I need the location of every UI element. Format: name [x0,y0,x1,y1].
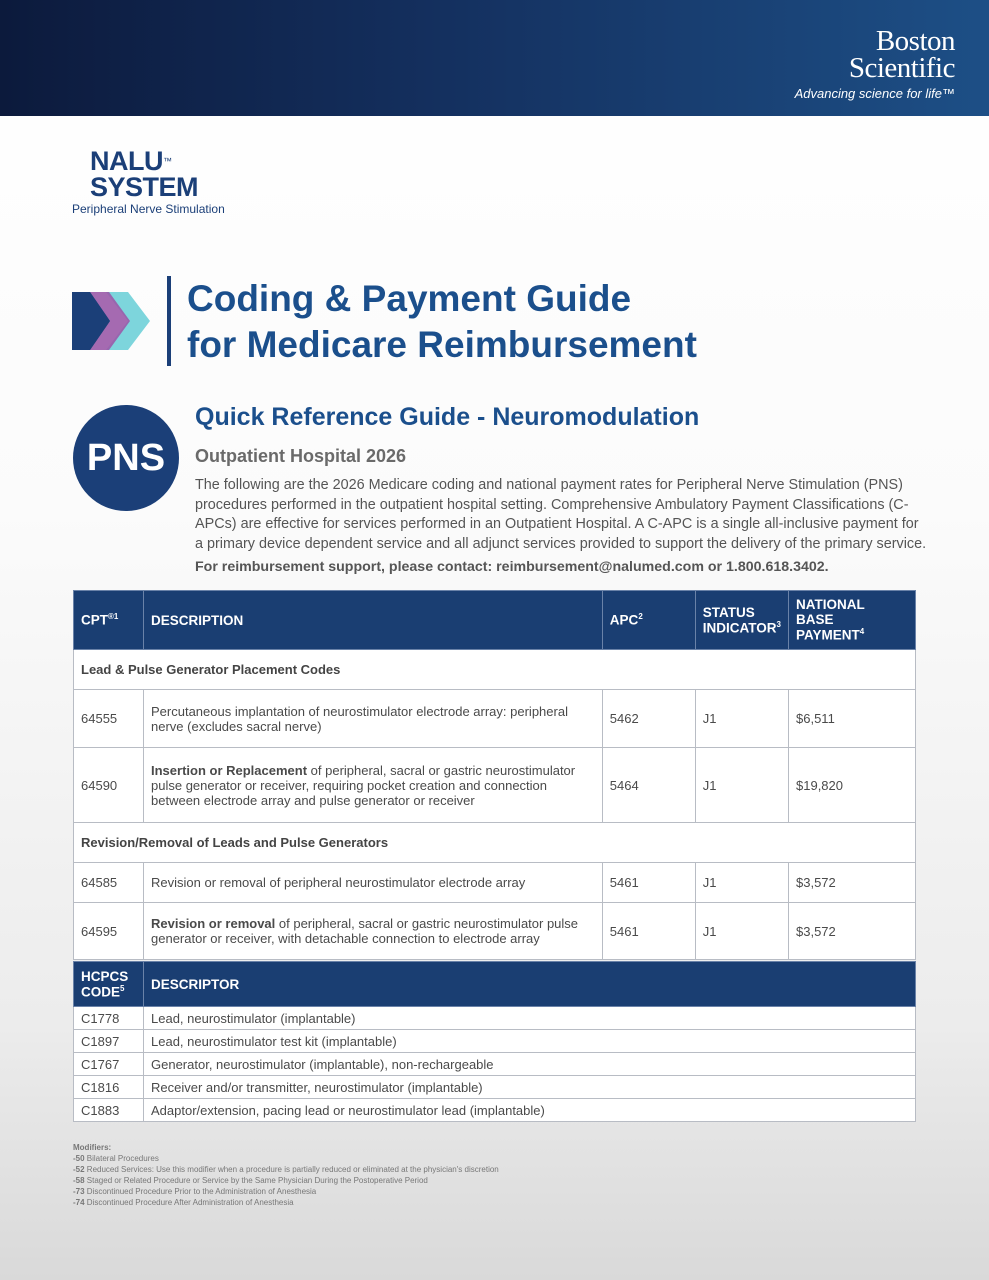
table-row [74,1099,916,1122]
contact-line: For reimbursement support, please contact: reimbursement@nalumed.com or 1.800.618.3402. [195,559,829,575]
cpt-description: Revision or removal of peripheral, sacral or gastric neurostimulator pulse generator or receiver, with detachable connection to electrode array [144,903,603,960]
national-payment: $6,511 [789,690,916,748]
hcpcs-descriptor: Lead, neurostimulator (implantable) [144,1007,916,1030]
hcpcs-code: C1767 [74,1053,144,1076]
apc-value: 5461 [602,863,695,903]
cpt-code: 64585 [74,863,144,903]
hcpcs-descriptor: Adaptor/extension, pacing lead or neurostimulator lead (implantable) [144,1099,916,1122]
product-name-line2: SYSTEM [90,172,199,202]
national-payment: $3,572 [789,863,916,903]
category-label: Revision/Removal of Leads and Pulse Generators [74,823,916,863]
cpt-code: 64555 [74,690,144,748]
hcpcs-code: C1897 [74,1030,144,1053]
hcpcs-code: C1816 [74,1076,144,1099]
hcpcs-code: C1778 [74,1007,144,1030]
header-payment: NATIONAL BASE PAYMENT$^4$ [789,591,916,650]
cpt-table-header [74,591,916,650]
page-title [187,276,697,368]
modifiers-footnote [73,1142,499,1208]
modifier-item: -50 Bilateral Procedures [73,1154,159,1163]
header-apc: APC$^2$ [602,591,695,650]
intro-paragraph: The following are the 2026 Medicare coding and national payment rates for Peripheral Nerve Stimulation (PNS) procedures performed in the outpatient hospital setting. Comprehensive Ambulatory Payment Classifications (C-APCs) are effective for services performed in an Outpatient Hospital. A C-APC is a single all-inclusive payment for a primary device dependent service and all adjunct services provided to support the delivery of the primary service. [195,477,927,552]
national-payment: $3,572 [789,903,916,960]
apc-value: 5461 [602,903,695,960]
apc-value: 5464 [602,748,695,823]
title-line2: for Medicare Reimbursement [187,324,697,365]
header-description: DESCRIPTION [144,591,603,650]
cpt-table [73,590,916,960]
company-tagline: Advancing science for life™ [794,86,955,101]
header-cpt: $CPT^{®1}$ [74,591,144,650]
header-hcpcs-code: HCPCS CODE$^5$ [74,962,144,1007]
section-subtitle: Quick Reference Guide - Neuromodulation [195,403,700,431]
nalu-system-logo [72,148,225,216]
header-status: STATUS INDICATOR$^3$ [695,591,788,650]
cpt-description: Percutaneous implantation of neurostimulator electrode array: peripheral nerve (excludes sacral nerve) [144,690,603,748]
chevron-arrows-icon [72,290,152,352]
product-name-line1: NALU [90,146,163,176]
product-subtitle: Peripheral Nerve Stimulation [72,202,225,216]
pns-badge: PNS [73,405,179,511]
hcpcs-descriptor: Generator, neurostimulator (implantable), non-rechargeable [144,1053,916,1076]
category-label: Lead & Pulse Generator Placement Codes [74,650,916,690]
category-row [74,823,916,863]
status-indicator: J1 [695,690,788,748]
status-indicator: J1 [695,903,788,960]
cpt-code: 64595 [74,903,144,960]
company-name-line2: Scientific [848,52,955,84]
hcpcs-descriptor: Lead, neurostimulator test kit (implantable) [144,1030,916,1053]
title-line1: Coding & Payment Guide [187,278,632,319]
table-row [74,1076,916,1099]
company-name-line1: Boston [875,25,955,57]
hcpcs-code: C1883 [74,1099,144,1122]
category-row [74,650,916,690]
modifiers-heading: Modifiers: [73,1143,112,1152]
modifier-item: -73 Discontinued Procedure Prior to the Administration of Anesthesia [73,1187,317,1196]
national-payment: $19,820 [789,748,916,823]
header-band [0,0,989,116]
modifier-item: -58 Staged or Related Procedure or Service by the Same Physician During the Postoperative Period [73,1176,428,1185]
table-row [74,748,916,823]
status-indicator: J1 [695,863,788,903]
table-row [74,863,916,903]
title-divider [167,276,171,366]
table-row [74,1053,916,1076]
modifier-item: -74 Discontinued Procedure After Administration of Anesthesia [73,1198,294,1207]
care-setting: Outpatient Hospital 2026 [195,446,407,466]
header-descriptor: DESCRIPTOR [144,962,916,1007]
modifier-item: -52 Reduced Services: Use this modifier when a procedure is partially reduced or eliminated at the physician's discretion [73,1165,499,1174]
apc-value: 5462 [602,690,695,748]
table-row [74,690,916,748]
cpt-description: Insertion or Replacement of peripheral, sacral or gastric neurostimulator pulse generator or receiver, requiring pocket creation and connection between electrode array and pulse generator or receiver [144,748,603,823]
boston-scientific-logo [794,25,955,101]
table-row [74,903,916,960]
cpt-description: Revision or removal of peripheral neurostimulator electrode array [144,863,603,903]
table-row [74,1030,916,1053]
product-tm: ™ [163,156,172,166]
cpt-code: 64590 [74,748,144,823]
table-row [74,1007,916,1030]
hcpcs-table-header [74,962,916,1007]
hcpcs-table [73,961,916,1122]
status-indicator: J1 [695,748,788,823]
hcpcs-descriptor: Receiver and/or transmitter, neurostimulator (implantable) [144,1076,916,1099]
